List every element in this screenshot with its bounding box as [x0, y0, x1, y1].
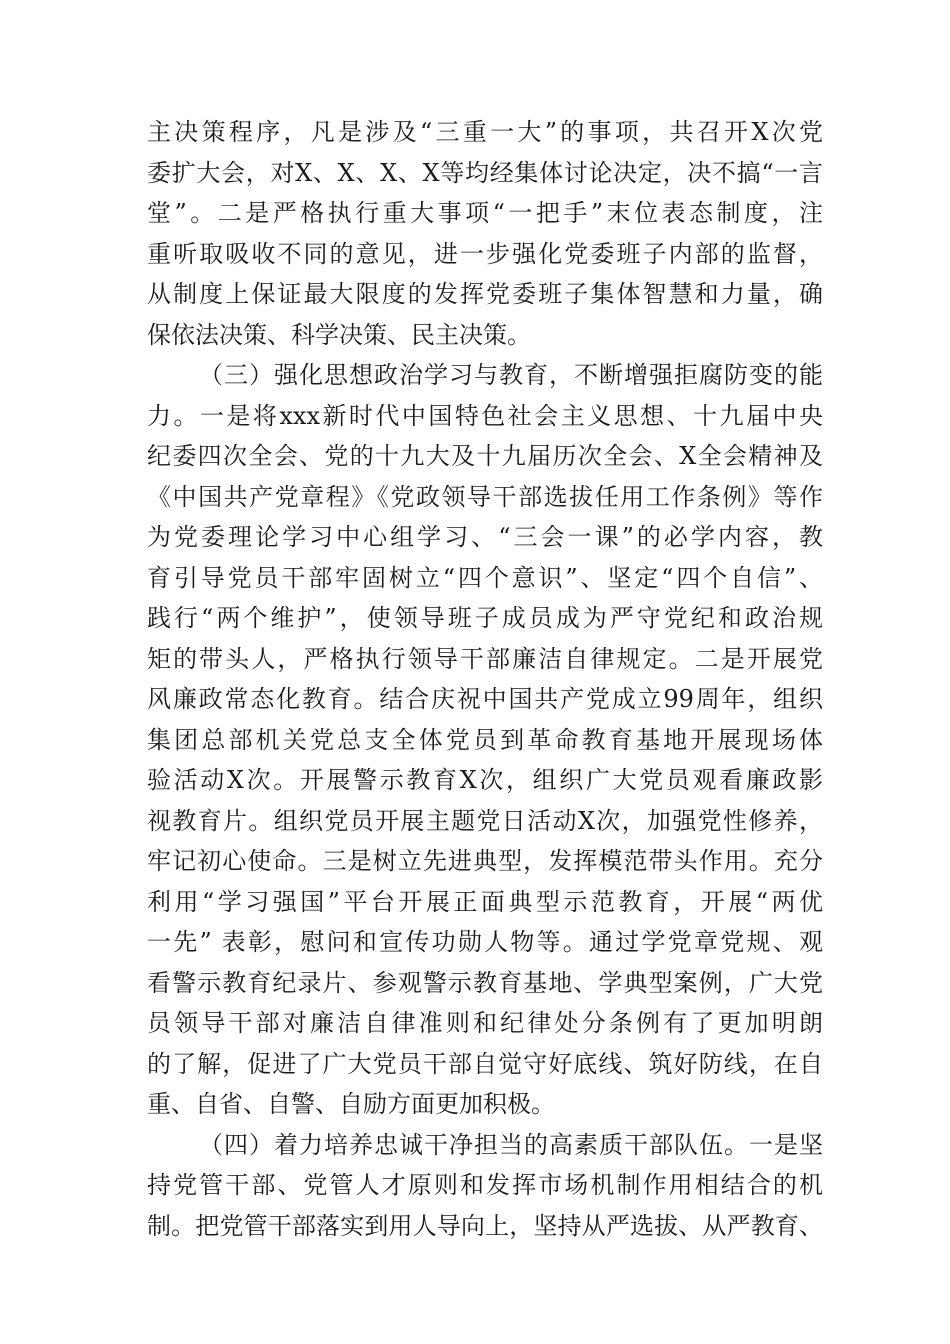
text-line: 矩的带头人，严格执行领导干部廉洁自律规定。二是开展党 [147, 644, 823, 673]
text-line: 《中国共产党章程》《党政领导干部选拔任用工作条例》等作 [147, 482, 823, 511]
text-line: 为党委理论学习中心组学习、“三会一课”的必学内容，教 [147, 523, 823, 551]
text-line: 践行“两个维护”，使领导班子成员成为严守党纪和政治规 [147, 604, 823, 632]
paragraph-end-line: 重、自省、自警、自励方面更加积极。 [147, 1090, 555, 1118]
text-line: 制。把党管干部落实到用人导向上，坚持从严选拔、从严教育、 [147, 1211, 823, 1240]
text-line: 持党管干部、党管人才原则和发挥市场机制作用相结合的机 [147, 1171, 823, 1199]
text-line: 委扩大会，对X、X、X、X等均经集体讨论决定，决不搞“一言 [147, 158, 823, 187]
text-line: 利用“学习强国”平台开展正面典型示范教育，开展“两优 [147, 887, 823, 916]
text-line: 一先” 表彰，慰问和宣传功勋人物等。通过学党章党规、观 [147, 928, 823, 956]
text-line: 从制度上保证最大限度的发挥党委班子集体智慧和力量，确 [147, 280, 823, 308]
text-line: 视教育片。组织党员开展主题党日活动X次，加强党性修养， [147, 806, 823, 835]
text-line: 的了解，促进了广大党员干部自觉守好底线、筑好防线，在自 [147, 1049, 823, 1078]
paragraph-end-line: 保依法决策、科学决策、民主决策。 [147, 320, 531, 349]
text-line: 集团总部机关党总支全体党员到革命教育基地开展现场体 [147, 725, 823, 754]
text-line: 风廉政常态化教育。结合庆祝中国共产党成立99周年，组织 [147, 685, 823, 713]
text-line: 员领导干部对廉洁自律准则和纪律处分条例有了更加明朗 [147, 1009, 823, 1037]
text-line: 纪委四次全会、党的十九大及十九届历次全会、X全会精神及 [147, 442, 823, 470]
body-text [147, 112, 823, 1246]
text-line: 力。一是将xxx新时代中国特色社会主义思想、十九届中央 [147, 401, 823, 430]
text-line: 育引导党员干部牢固树立“四个意识”、坚定“四个自信”、 [147, 563, 823, 592]
text-line: 堂”。二是严格执行重大事项“一把手”末位表态制度，注 [147, 199, 823, 227]
text-line: 看警示教育纪录片、参观警示教育基地、学典型案例，广大党 [147, 968, 823, 997]
section-3-heading-line: （三）强化思想政治学习与教育，不断增强拒腐防变的能 [199, 361, 823, 389]
text-line: 验活动X次。开展警示教育X次，组织广大党员观看廉政影 [147, 766, 823, 794]
text-line: 牢记初心使命。三是树立先进典型，发挥模范带头作用。充分 [147, 847, 823, 875]
text-line: 主决策程序，凡是涉及“三重一大”的事项，共召开X次党 [147, 118, 823, 146]
text-line: 重听取吸收不同的意见，进一步强化党委班子内部的监督， [147, 239, 823, 268]
section-4-heading-line: （四）着力培养忠诚干净担当的高素质干部队伍。一是坚 [199, 1130, 823, 1159]
